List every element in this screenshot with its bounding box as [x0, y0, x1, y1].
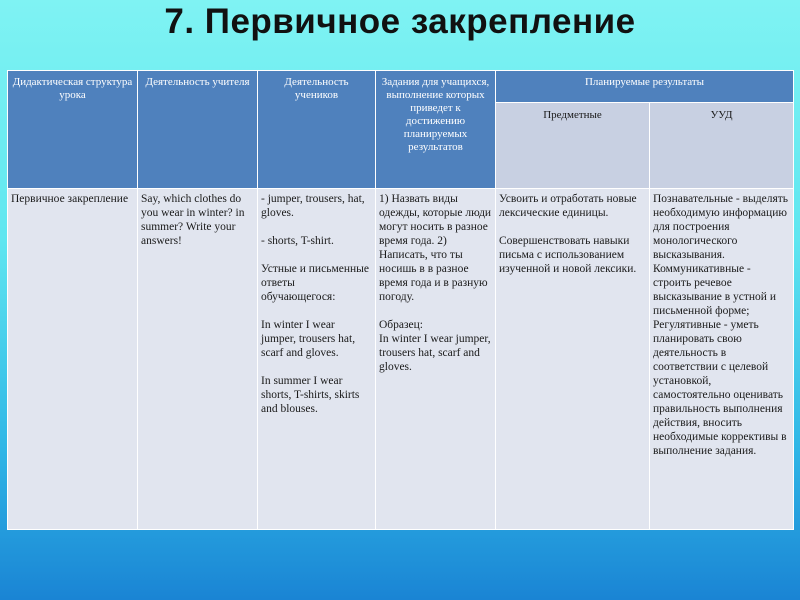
cell-structure: Первичное закрепление — [8, 189, 138, 530]
subheader-subject-results: Предметные — [496, 103, 650, 189]
header-didactic-structure: Дидактическая структура урока — [8, 71, 138, 189]
cell-uud: Познавательные - выделять необходимую информацию для построения монологического высказывания. Коммуникативные - строить речевое высказывание в устной и письменной форме; Регулятивные - уметь планировать свою деятельность в соответствии с целевой установкой, самостоятельно оценивать правильность выполнения действия, вносить необходимые коррективы в выполнение задания. — [650, 189, 794, 530]
cell-subject-results — [496, 189, 650, 530]
students-answer-1: - jumper, trousers, hat, gloves. — [261, 193, 365, 219]
header-teacher-activity: Деятельность учителя — [138, 71, 258, 189]
tasks-sample: In winter I wear jumper, trousers hat, scarf and gloves. — [379, 333, 491, 373]
students-answer-2: - shorts, T-shirt. — [261, 235, 334, 247]
header-students-activity: Деятельность учеников — [258, 71, 376, 189]
subject-result-1: Усвоить и отработать новые лексические единицы. — [499, 193, 637, 219]
students-answer-intro: Устные и письменные ответы обучающегося: — [261, 263, 369, 303]
cell-teacher-activity: Say, which clothes do you wear in winter? in summer? Write your answers! — [138, 189, 258, 530]
header-planned-results: Планируемые результаты — [496, 71, 794, 103]
tasks-text: 1) Назвать виды одежды, которые люди могут носить в разное время года. 2) Написать, что ты носишь в в разное время года и в разную погоду. — [379, 193, 492, 303]
students-answer-summer: In summer I wear shorts, T-shirts, skirts and blouses. — [261, 375, 360, 415]
header-tasks: Задания для учащихся, выполнение которых приведет к достижению планируемых результатов — [376, 71, 496, 189]
cell-students-activity — [258, 189, 376, 530]
tasks-sample-label: Образец: — [379, 319, 424, 331]
subheader-uud: УУД — [650, 103, 794, 189]
table-row — [8, 189, 794, 530]
students-answer-winter: In winter I wear jumper, trousers hat, scarf and gloves. — [261, 319, 356, 359]
slide-title: 7. Первичное закрепление — [164, 2, 636, 41]
lesson-table — [7, 70, 794, 530]
subject-result-2: Совершенствовать навыки письма с использованием изученной и новой лексики. — [499, 235, 637, 275]
cell-tasks — [376, 189, 496, 530]
